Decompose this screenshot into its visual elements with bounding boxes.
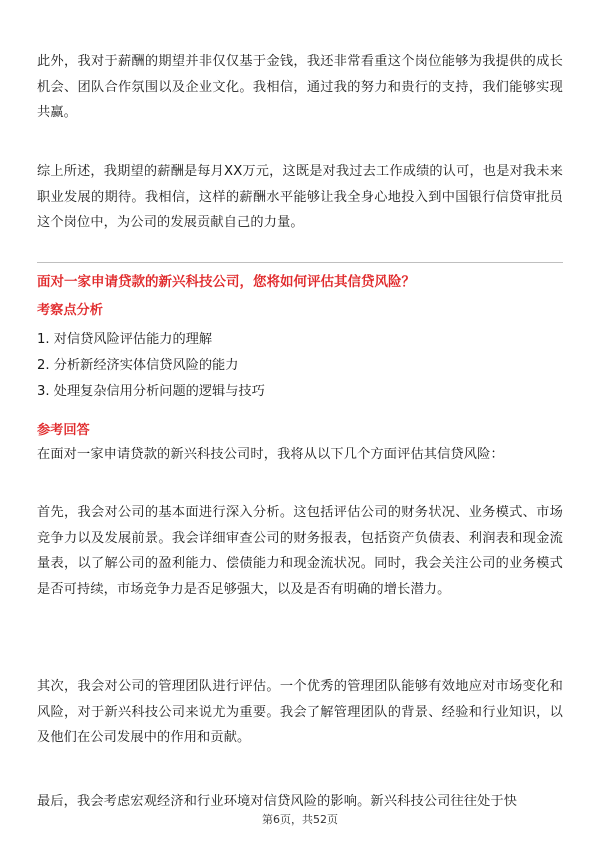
- answer-paragraph-first: 首先，我会对公司的基本面进行深入分析。这包括评估公司的财务状况、业务模式、市场竞争力以及发展前景。我会详细审查公司的财务报表，包括资产负债表、利润表和现金流量表，以了解公司的盈利能力、偿债能力和现金流状况。同时，我会关注公司的业务模式是否可持续，市场竞争力是否足够强大，以及是否有明确的增长潜力。: [37, 505, 563, 598]
- paragraph-summary: 综上所述，我期望的薪酬是每月XX万元，这既是对我过去工作成绩的认可，也是对我未来职业发展的期待。我相信，这样的薪酬水平能够让我全身心地投入到中国银行信贷审批员这个岗位中，为公司的发展贡献自己的力量。: [37, 164, 563, 231]
- section-divider: [37, 262, 563, 263]
- interview-question: 面对一家申请贷款的新兴科技公司，您将如何评估其信贷风险？: [37, 274, 415, 290]
- answer-intro: 在面对一家申请贷款的新兴科技公司时，我将从以下几个方面评估其信贷风险：: [37, 447, 504, 462]
- paragraph-salary-expectation: 此外，我对于薪酬的期望并非仅仅基于金钱，我还非常看重这个岗位能够为我提供的成长机会、团队合作氛围以及企业文化。我相信，通过我的努力和贵行的支持，我们能够实现共赢。: [37, 54, 563, 121]
- answer-paragraph-last: 最后，我会考虑宏观经济和行业环境对信贷风险的影响。新兴科技公司往往处于快: [37, 794, 518, 809]
- list-item: 3. 处理复杂信用分析问题的逻辑与技巧: [37, 384, 265, 399]
- answer-heading: 参考回答: [37, 423, 90, 438]
- document-page: [37, 0, 563, 842]
- analysis-heading: 考察点分析: [37, 303, 103, 318]
- list-item: 1. 对信贷风险评估能力的理解: [37, 332, 213, 347]
- answer-paragraph-second: 其次，我会对公司的管理团队进行评估。一个优秀的管理团队能够有效地应对市场变化和风险，对于新兴科技公司来说尤为重要。我会了解管理团队的背景、经验和行业知识，以及他们在公司发展中的作用和贡献。: [37, 679, 563, 746]
- analysis-list: [37, 327, 265, 405]
- list-item: 2. 分析新经济实体信贷风险的能力: [37, 358, 239, 373]
- page-number: 第6页，共52页: [262, 813, 338, 826]
